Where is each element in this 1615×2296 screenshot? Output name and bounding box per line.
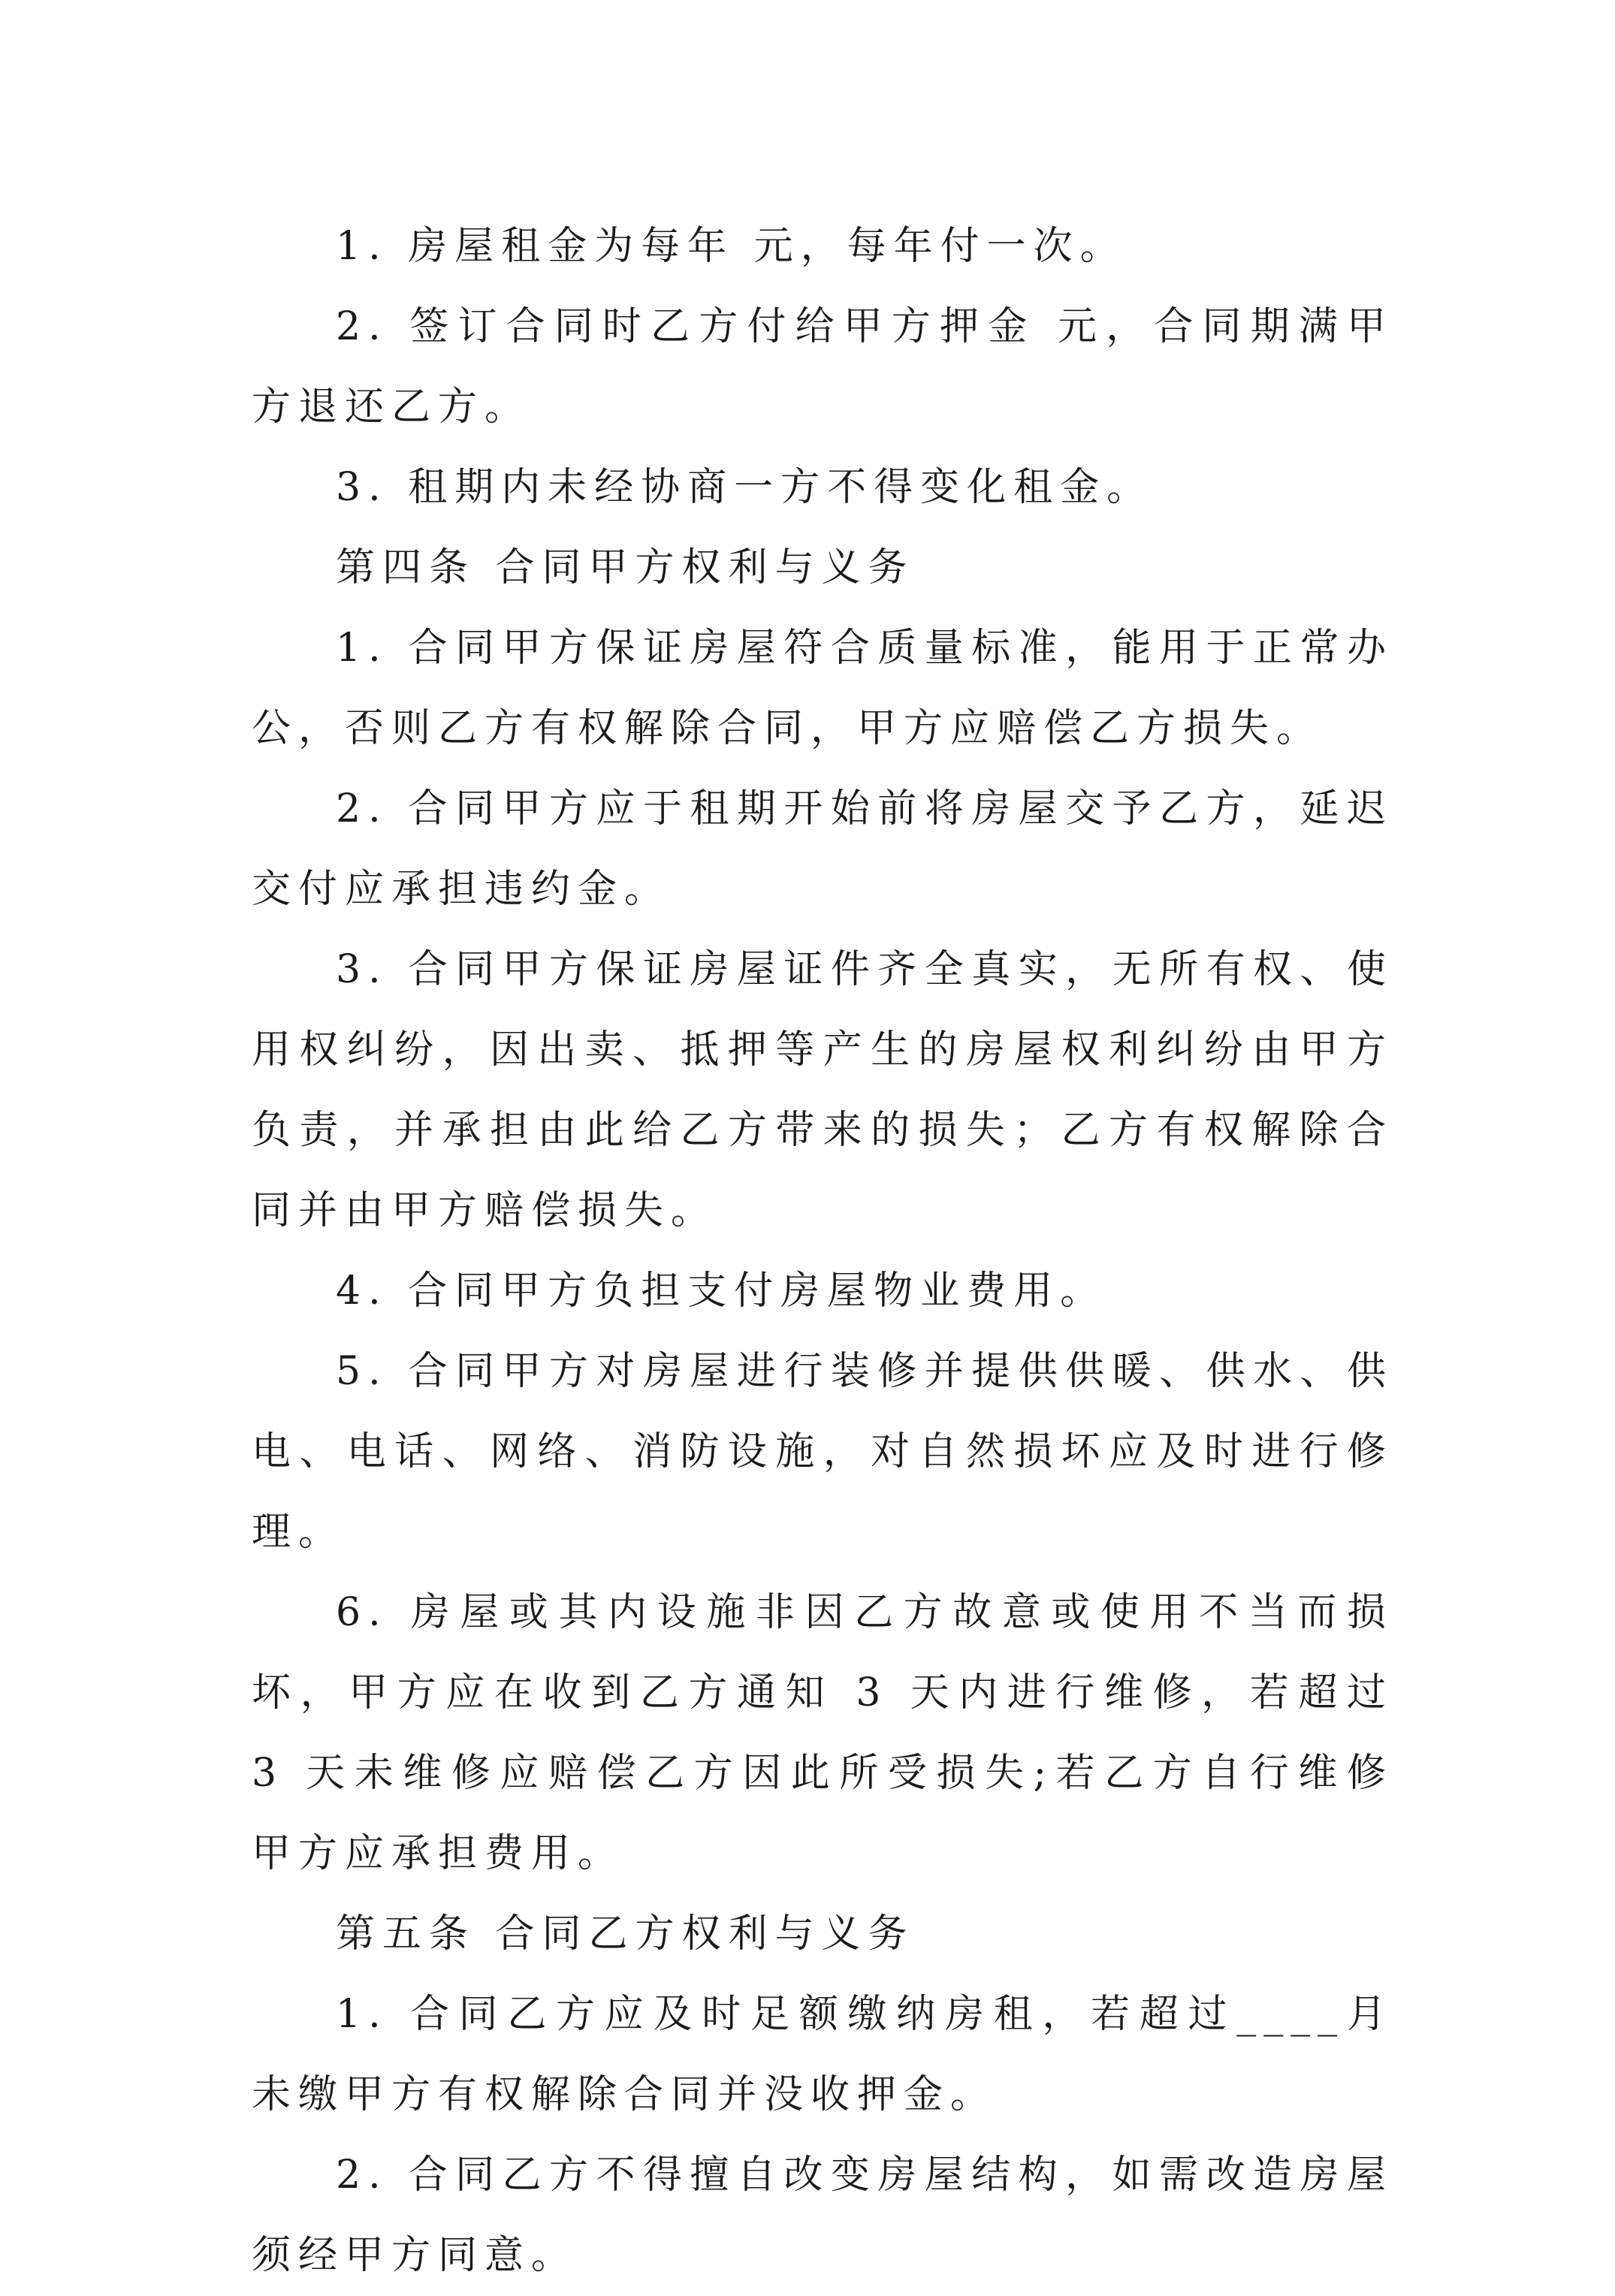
section-heading-article-4: 第四条 合同甲方权利与义务 bbox=[336, 545, 915, 590]
clause-deposit: 2. 签订合同时乙方付给甲方押金 元，合同期满甲方退还乙方。 bbox=[252, 304, 1393, 430]
clause-rent-amount: 1. 房屋租金为每年 元，每年付一次。 bbox=[336, 224, 1127, 269]
clause-landlord-repairs: 6. 房屋或其内设施非因乙方故意或使用不当而损坏，甲方应在收到乙方通知 3 天内进行维修，若超过 3 天未维修应赔偿乙方因此所受损失;若乙方自行维修甲方应承担费用。 bbox=[252, 1590, 1393, 1876]
clause-landlord-property-fees: 4. 合同甲方负担支付房屋物业费用。 bbox=[336, 1269, 1107, 1314]
section-heading-article-5: 第五条 合同乙方权利与义务 bbox=[336, 1911, 915, 1957]
clause-landlord-quality: 1. 合同甲方保证房屋符合质量标准，能用于正常办公，否则乙方有权解除合同，甲方应赔偿乙方损失。 bbox=[252, 626, 1393, 751]
clause-rent-change: 3. 租期内未经协商一方不得变化租金。 bbox=[336, 465, 1154, 510]
clause-tenant-structure: 2. 合同乙方不得擅自改变房屋结构，如需改造房屋须经甲方同意。 bbox=[252, 2153, 1393, 2278]
clause-landlord-facilities: 5. 合同甲方对房屋进行装修并提供供暖、供水、供电、电话、网络、消防设施，对自然损坏应及时进行修理。 bbox=[252, 1349, 1393, 1555]
clause-tenant-rent-payment: 1. 合同乙方应及时足额缴纳房租，若超过____月未缴甲方有权解除合同并没收押金。 bbox=[252, 1992, 1393, 2117]
clause-landlord-handover: 2. 合同甲方应于租期开始前将房屋交予乙方，延迟交付应承担违约金。 bbox=[252, 786, 1393, 912]
clause-landlord-title: 3. 合同甲方保证房屋证件齐全真实，无所有权、使用权纠纷，因出卖、抵押等产生的房屋权利纠纷由甲方负责，并承担由此给乙方带来的损失；乙方有权解除合同并由甲方赔偿损失。 bbox=[252, 947, 1393, 1233]
document-body bbox=[252, 207, 1393, 2278]
